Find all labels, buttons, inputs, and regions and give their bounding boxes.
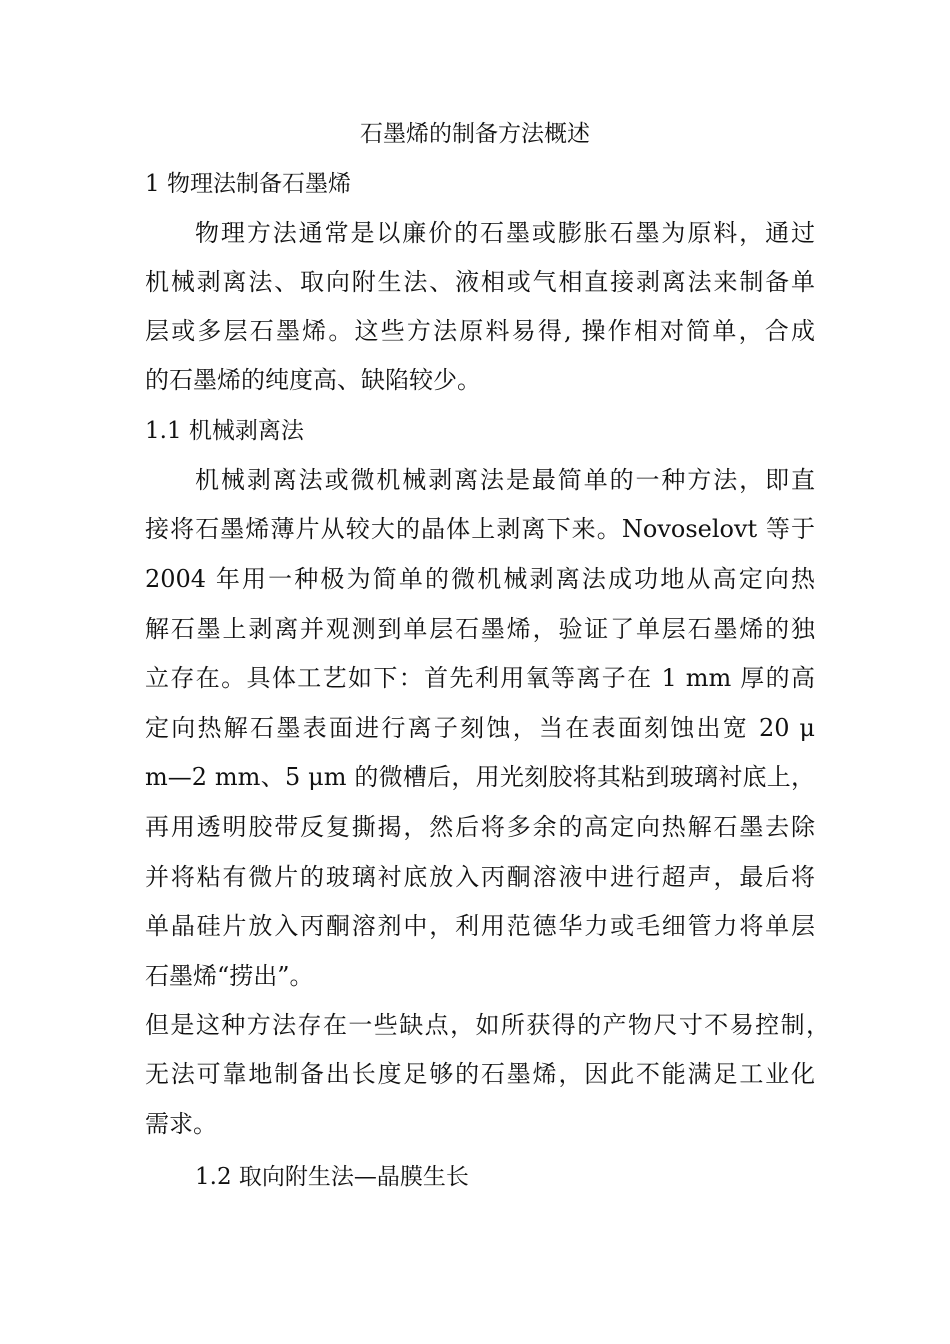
paragraph-line: 立存在。具体工艺如下：首先利用氧等离子在 1 mm 厚的高 (145, 664, 815, 692)
paragraph-line: 并将粘有微片的玻璃衬底放入丙酮溶液中进行超声，最后将 (145, 863, 815, 891)
paragraph-line: 接将石墨烯薄片从较大的晶体上剥离下来。Novoselovt 等于 (145, 515, 815, 543)
section-heading-1-2: 1.2 取向附生法—晶膜生长 (195, 1164, 469, 1190)
paragraph-line: 层或多层石墨烯。这些方法原料易得, 操作相对简单，合成 (145, 317, 815, 345)
paragraph-line: 解石墨上剥离并观测到单层石墨烯，验证了单层石墨烯的独 (145, 615, 815, 643)
paragraph-line: 定向热解石墨表面进行离子刻蚀，当在表面刻蚀出宽 20 μ (145, 714, 815, 742)
paragraph-line: 机械剥离法、取向附生法、液相或气相直接剥离法来制备单 (145, 268, 815, 296)
section-heading-1: 1 物理法制备石墨烯 (145, 171, 351, 197)
paragraph-line: 的石墨烯的纯度高、缺陷较少。 (145, 366, 481, 394)
paragraph-line: 再用透明胶带反复撕揭，然后将多余的高定向热解石墨去除 (145, 813, 815, 841)
paragraph-line: 石墨烯“捞出”。 (145, 962, 314, 990)
paragraph-line: 无法可靠地制备出长度足够的石墨烯，因此不能满足工业化 (145, 1060, 815, 1088)
paragraph-line: 机械剥离法或微机械剥离法是最简单的一种方法，即直 (195, 466, 815, 494)
document-title: 石墨烯的制备方法概述 (360, 121, 590, 147)
paragraph-line: 但是这种方法存在一些缺点，如所获得的产物尺寸不易控制， (145, 1011, 830, 1039)
paragraph-line: m—2 mm、5 μm 的微槽后，用光刻胶将其粘到玻璃衬底上， (145, 763, 815, 791)
paragraph-line: 2004 年用一种极为简单的微机械剥离法成功地从高定向热 (145, 565, 815, 593)
paragraph-line: 物理方法通常是以廉价的石墨或膨胀石墨为原料，通过 (195, 219, 815, 247)
paragraph-line: 单晶硅片放入丙酮溶剂中，利用范德华力或毛细管力将单层 (145, 912, 815, 940)
section-heading-1-1: 1.1 机械剥离法 (145, 418, 304, 444)
paragraph-line: 需求。 (145, 1110, 217, 1138)
